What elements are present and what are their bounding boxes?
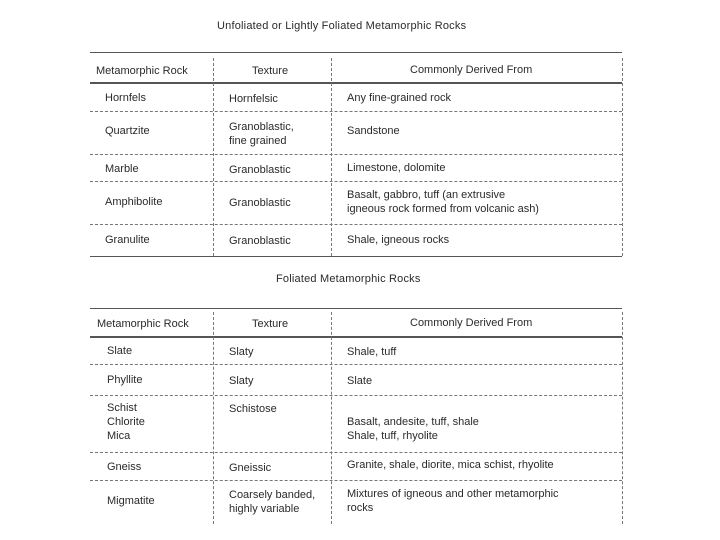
section2-col-divider-2 <box>331 312 332 524</box>
table-row-cell-derived: Any fine-grained rock <box>347 92 451 104</box>
row-divider <box>90 395 622 396</box>
table-row-cell-texture: Granoblastic <box>229 235 291 247</box>
table-row-cell-rock: Quartzite <box>105 125 150 137</box>
table-row-cell-texture: Granoblastic, fine grained <box>229 121 294 147</box>
row-divider <box>90 181 622 182</box>
section2-header-rule <box>90 336 622 338</box>
section-separator-rule <box>90 256 622 257</box>
section2-col-divider-1 <box>213 312 214 524</box>
table-row-cell-texture: Granoblastic <box>229 197 291 209</box>
table-row-cell-derived: Basalt, gabbro, tuff (an extrusive igneous rock formed from volcanic ash) <box>347 189 539 215</box>
section1-header-rock: Metamorphic Rock <box>96 65 188 77</box>
table-row-cell-rock: Granulite <box>105 234 150 246</box>
table-row-cell-derived: Slate <box>347 375 373 387</box>
table-row-cell-rock: Schist Chlorite Mica <box>107 402 145 442</box>
table-row-cell-rock: Hornfels <box>105 92 146 104</box>
section2-header-rock: Metamorphic Rock <box>97 318 189 330</box>
table-row-cell-texture: Slaty <box>229 375 254 387</box>
section1-header-derived: Commonly Derived From <box>410 64 533 76</box>
table-row-cell-derived: Mixtures of igneous and other metamorphic rocks <box>347 488 559 514</box>
table-row-cell-texture: Slaty <box>229 346 254 358</box>
section1-col-divider-1 <box>213 58 214 256</box>
table-row-cell-derived: Basalt, andesite, tuff, shale Shale, tuff, rhyolite <box>347 416 479 442</box>
section1-header-texture: Texture <box>252 65 289 77</box>
table-row-cell-derived: Limestone, dolomite <box>347 162 446 174</box>
section2-title: Foliated Metamorphic Rocks <box>276 273 421 285</box>
section1-top-rule <box>90 52 622 53</box>
row-divider <box>90 154 622 155</box>
table-row-cell-texture: Gneissic <box>229 462 272 474</box>
table-row-cell-texture: Granoblastic <box>229 164 291 176</box>
table-row-cell-derived: Granite, shale, diorite, mica schist, rhyolite <box>347 459 554 471</box>
table-row-cell-rock: Slate <box>107 345 133 357</box>
section1-col-divider-2 <box>331 58 332 256</box>
section1-title: Unfoliated or Lightly Foliated Metamorphic Rocks <box>217 20 467 32</box>
row-divider <box>90 364 622 365</box>
table-row-cell-derived: Sandstone <box>347 125 400 137</box>
section1-header-rule <box>90 82 622 84</box>
table-row-cell-derived: Shale, igneous rocks <box>347 234 450 246</box>
table-row-cell-rock: Phyllite <box>107 374 143 386</box>
table-row-cell-texture: Schistose <box>229 403 277 415</box>
table-row-cell-derived: Shale, tuff <box>347 346 397 358</box>
table-row-cell-texture: Hornfelsic <box>229 93 278 105</box>
section2-header-texture: Texture <box>252 318 289 330</box>
row-divider <box>90 111 622 112</box>
row-divider <box>90 452 622 453</box>
section1-right-edge <box>622 58 623 256</box>
table-row-cell-rock: Migmatite <box>107 495 155 507</box>
table-row-cell-texture: Coarsely banded, highly variable <box>229 489 316 515</box>
table-row-cell-rock: Amphibolite <box>105 196 163 208</box>
row-divider <box>90 224 622 225</box>
section2-header-derived: Commonly Derived From <box>410 317 533 329</box>
table-row-cell-rock: Marble <box>105 163 139 175</box>
table-row-cell-rock: Gneiss <box>107 461 142 473</box>
section2-top-rule <box>90 308 622 309</box>
row-divider <box>90 480 622 481</box>
section2-right-edge <box>622 312 623 524</box>
